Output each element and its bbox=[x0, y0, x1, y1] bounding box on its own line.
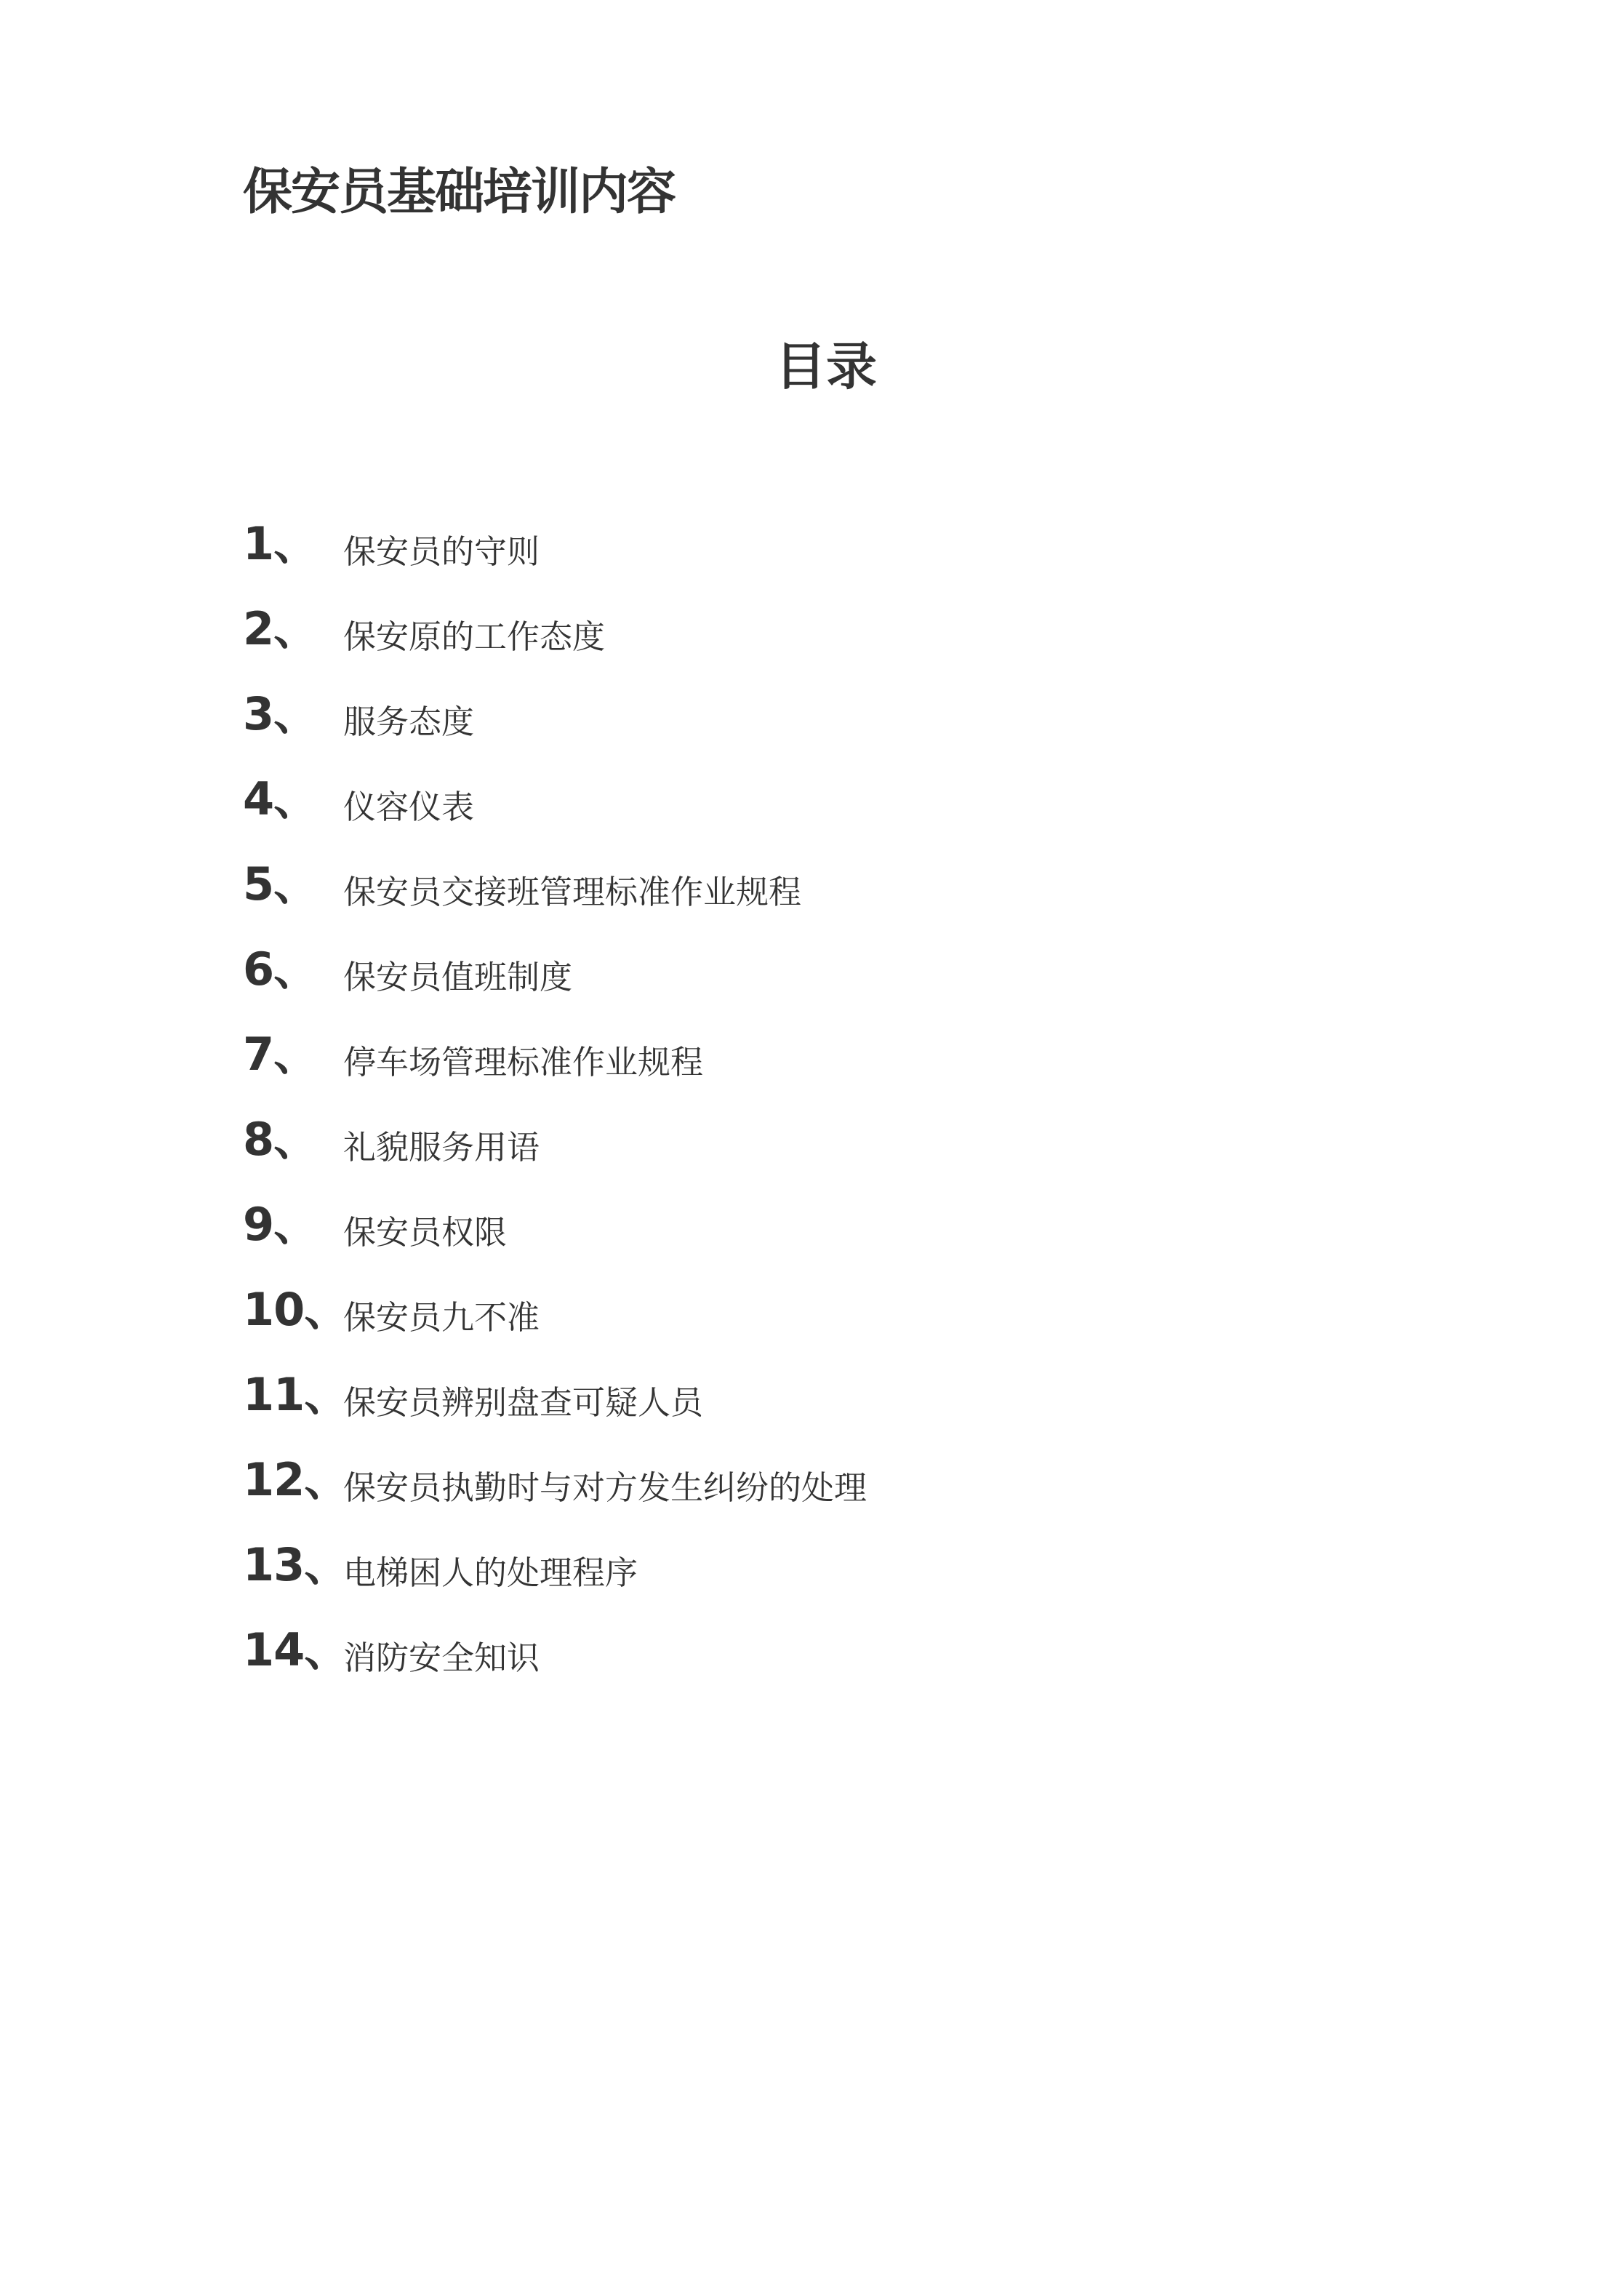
toc-item-label: 礼貌服务用语 bbox=[343, 1128, 540, 1167]
toc-item-number: 2、 bbox=[243, 602, 318, 655]
toc-item-number: 3、 bbox=[243, 687, 318, 740]
toc-item-number: 6、 bbox=[243, 943, 318, 996]
toc-item-label: 保安原的工作态度 bbox=[343, 617, 606, 656]
toc-item-number: 12、 bbox=[243, 1453, 349, 1506]
toc-item-number: 1、 bbox=[243, 517, 318, 570]
toc-item-number: 7、 bbox=[243, 1028, 318, 1081]
toc-item-label: 保安员的守则 bbox=[343, 532, 540, 571]
toc-item-number: 8、 bbox=[243, 1113, 318, 1166]
toc-item-label: 保安员执勤时与对方发生纠纷的处理 bbox=[343, 1468, 867, 1507]
toc-item-label: 保安员值班制度 bbox=[343, 958, 573, 996]
toc-item-label: 仪容仪表 bbox=[343, 788, 475, 826]
toc-item-number: 14、 bbox=[243, 1623, 349, 1676]
toc-item-label: 消防安全知识 bbox=[343, 1639, 540, 1677]
toc-item-number: 4、 bbox=[243, 772, 318, 825]
toc-item-label: 保安员九不准 bbox=[343, 1298, 540, 1337]
toc-item-number: 5、 bbox=[243, 857, 318, 911]
toc-item-number: 11、 bbox=[243, 1368, 349, 1421]
toc-item-label: 保安员权限 bbox=[343, 1213, 508, 1252]
toc-item-label: 电梯困人的处理程序 bbox=[343, 1553, 638, 1592]
toc-item-label: 服务态度 bbox=[343, 703, 475, 741]
toc-item-label: 保安员交接班管理标准作业规程 bbox=[343, 873, 802, 911]
toc-item-label: 停车场管理标准作业规程 bbox=[343, 1043, 704, 1081]
document-title: 保安员基础培训内容 bbox=[243, 164, 676, 221]
toc-heading: 目录 bbox=[775, 337, 877, 396]
toc-item-label: 保安员辨别盘查可疑人员 bbox=[343, 1383, 704, 1422]
toc-item-number: 9、 bbox=[243, 1198, 318, 1251]
toc-item-number: 10、 bbox=[243, 1283, 349, 1336]
toc-item-number: 13、 bbox=[243, 1538, 349, 1591]
